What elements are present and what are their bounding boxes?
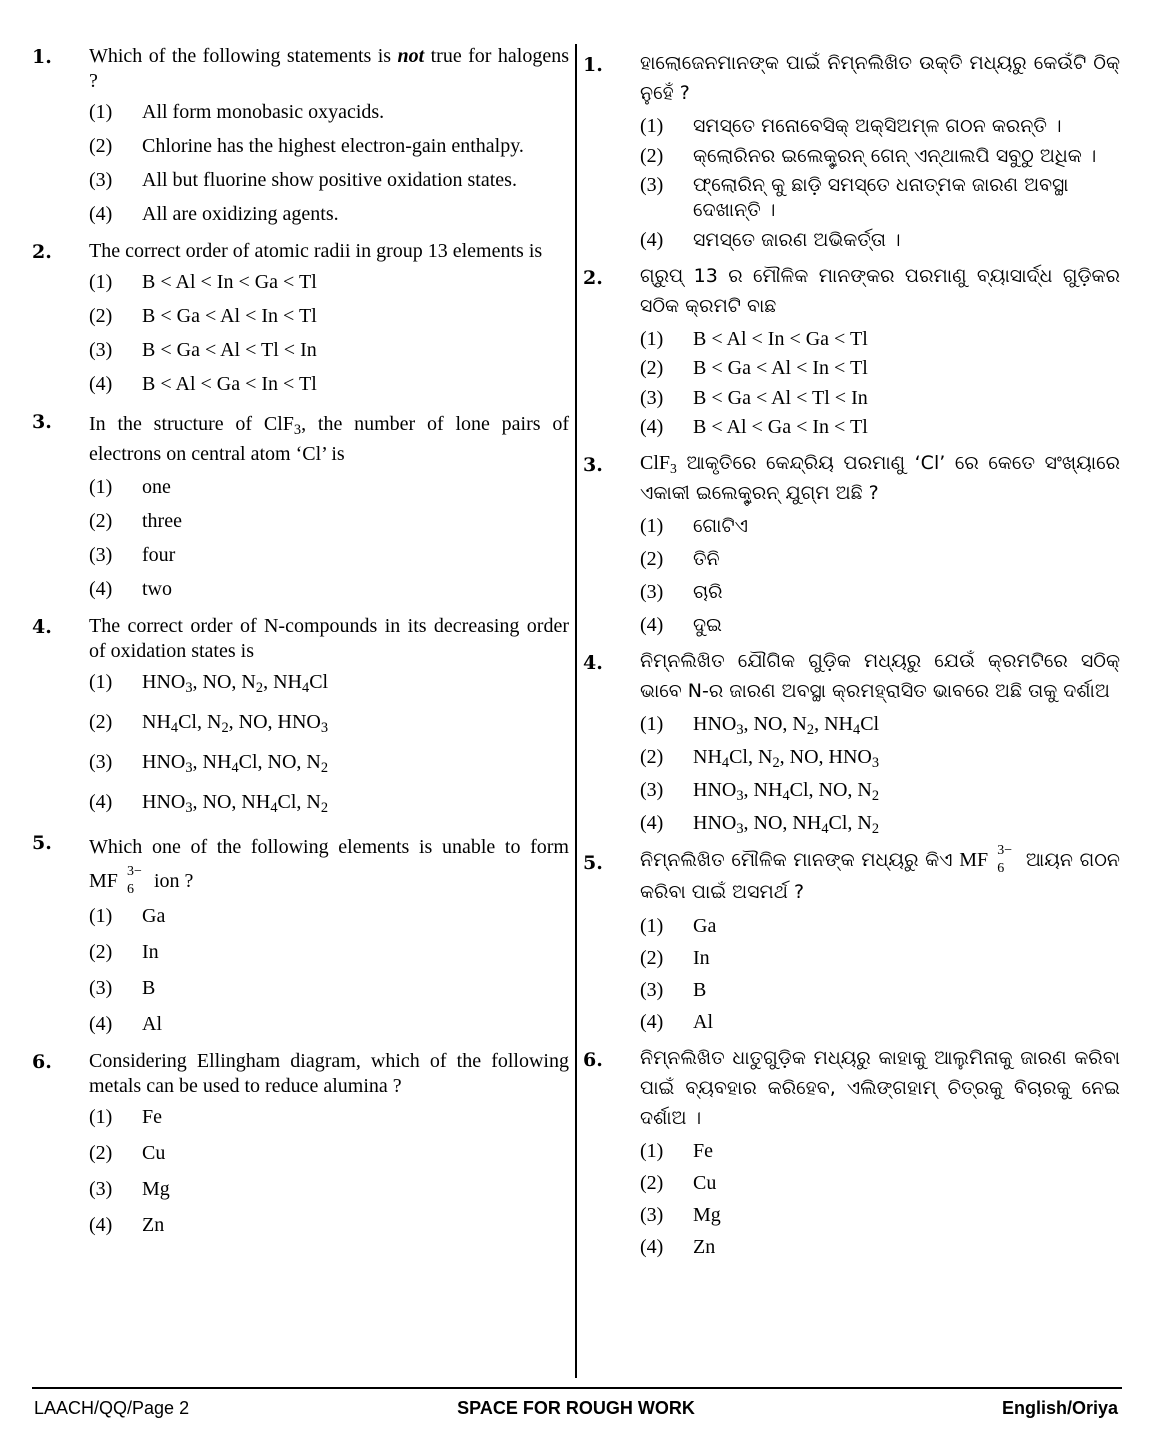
question-5-or xyxy=(583,844,1120,1035)
option: (2) B < Ga < Al < In < Tl xyxy=(89,305,317,327)
option: (3) $HNO_3$, $NH_4Cl$, NO, $N_2$ xyxy=(640,779,880,805)
question-3-or xyxy=(583,448,1120,638)
option: (3) All but fluorine show positive oxidation states. xyxy=(89,169,517,191)
options-list xyxy=(89,670,569,815)
options-list xyxy=(89,475,569,602)
option: (4) All are oxidizing agents. xyxy=(89,203,339,225)
question-text: Which of the following statements is not true for halogens ? xyxy=(89,45,569,92)
ion-formula: MF 3− 6 xyxy=(959,843,1013,876)
option: (1) $HNO_3$, NO, $N_2$, $NH_4Cl$ xyxy=(89,671,329,697)
options-list xyxy=(640,712,1120,836)
option: (4) ଦୁଇ xyxy=(640,614,722,636)
option: (3) Mg xyxy=(640,1204,721,1226)
option: (1) ସମସ୍ତେ ମନୋବେସିକ୍ ଅକ୍ସିଅମ୍ଳ ଗଠନ କରନ୍ତି । xyxy=(640,115,1062,137)
option: (2) ତିନି xyxy=(640,548,720,570)
question-2-en xyxy=(32,239,569,397)
option: (4) $HNO_3$, NO, $NH_4Cl$, $N_2$ xyxy=(640,812,880,838)
options-list xyxy=(640,327,1120,441)
question-text: The correct order of atomic radii in group 13 elements is xyxy=(89,240,543,262)
option: (3) Mg xyxy=(89,1178,170,1200)
options-list xyxy=(89,904,569,1037)
question-text: ହାଲୋଜେନମାନଙ୍କ ପାଇଁ ନିମ୍ନଲିଖିତ ଉକ୍ତି ମଧ୍ୟରୁ କେଉଁଟି ଠିକ୍ ନୁହେଁ ? xyxy=(640,52,1120,104)
option: (2) $NH_4Cl$, $N_2$, NO, $HNO_3$ xyxy=(89,711,329,737)
option: (2) କ୍ଲୋରିନର ଇଲେକ୍ଟ୍ରନ୍ ଗେନ୍ ଏନ୍‌ଥାଲପି ସବୁଠୁ ଅଧିକ । xyxy=(640,144,1097,167)
question-number: 5. xyxy=(32,832,52,854)
question-5-en xyxy=(32,830,569,1037)
options-list xyxy=(640,514,1120,638)
question-text: In the structure of ClF$_3$, the number of lone pairs of electrons on central atom ‘Cl’ is xyxy=(89,413,569,465)
options-list xyxy=(89,1105,569,1238)
question-text: ନିମ୍ନଲିଖିତ ମୌଳିକ ମାନଙ୍କ ମଧ୍ୟରୁ କିଏ MF 3− 6 ଆୟନ ଗଠନ କରିବା ପାଇଁ ଅସମର୍ଥ ? xyxy=(640,843,1121,903)
question-text: ClF$_3$ ଆକୃତିରେ କେନ୍ଦ୍ରିୟ ପରମାଣୁ ‘Cl’ ରେ କେତେ ସଂଖ୍ୟାରେ ଏକାକୀ ଇଲେକ୍ଟ୍ରନ୍ ଯୁଗ୍ମ ଅଛି ? xyxy=(640,452,1120,504)
question-number: 1. xyxy=(32,46,52,68)
option: (2) three xyxy=(89,510,182,532)
question-2-or xyxy=(583,261,1120,441)
options-list xyxy=(640,1139,1120,1260)
option: (2) Chlorine has the highest electron-gain enthalpy. xyxy=(89,135,524,157)
option: (1) $HNO_3$, NO, $N_2$, $NH_4Cl$ xyxy=(640,713,880,739)
option: (3) ଫ୍ଲୋରିନ୍ କୁ ଛାଡ଼ି ସମସ୍ତେ ଧନାତ୍ମକ ଜାରଣ ଅବସ୍ଥା ଦେଖାନ୍ତି । xyxy=(640,174,1069,221)
question-text: ଗ୍ରୁପ୍ 13 ର ମୌଳିକ ମାନଙ୍କର ପରମାଣୁ ବ୍ୟାସାର୍ଦ୍ଧ ଗୁଡ଼ିକର ସଠିକ କ୍ରମଟି ବାଛ xyxy=(640,264,1120,317)
option: (4) Zn xyxy=(89,1214,165,1236)
option: (3) B xyxy=(640,979,707,1001)
question-6-en xyxy=(32,1049,569,1238)
option: (4) B < Al < Ga < In < Tl xyxy=(89,373,317,395)
option: (1) All form monobasic oxyacids. xyxy=(89,101,385,123)
option: (3) B < Ga < Al < Tl < In xyxy=(640,386,868,409)
question-number: 6. xyxy=(583,1049,603,1071)
question-number: 4. xyxy=(32,616,52,638)
question-text: ନିମ୍ନଲିଖିତ ଯୌଗିକ ଗୁଡ଼ିକ ମଧ୍ୟରୁ ଯେଉଁ କ୍ରମଟିରେ ସଠିକ୍ ଭାବେ N-ର ଜାରଣ ଅବସ୍ଥା କ୍ରମହ୍ରାସିତ ଭାବରେ ଅଛି ତାକୁ ଦର୍ଶାଅ xyxy=(640,650,1120,702)
option: (4) Al xyxy=(89,1013,162,1035)
column-divider xyxy=(575,44,577,1378)
option: (1) one xyxy=(89,476,171,498)
option: (1) Ga xyxy=(640,915,717,937)
question-number: 6. xyxy=(32,1051,52,1073)
option: (1) B < Al < In < Ga < Tl xyxy=(640,327,868,350)
question-text: Considering Ellingham diagram, which of the following metals can be used to reduce alumina ? xyxy=(89,1050,569,1097)
option: (4) Zn xyxy=(640,1236,716,1258)
question-number: 3. xyxy=(583,454,603,476)
question-1-en xyxy=(32,44,569,227)
option: (2) Cu xyxy=(89,1142,166,1164)
page-code: LAACH/QQ/Page 2 xyxy=(34,1398,190,1418)
question-4-or xyxy=(583,646,1120,836)
question-number: 4. xyxy=(583,652,603,674)
option: (1) B < Al < In < Ga < Tl xyxy=(89,271,317,293)
question-1-or xyxy=(583,48,1120,253)
options-list xyxy=(640,914,1120,1035)
option: (1) Fe xyxy=(89,1106,162,1128)
option: (2) $NH_4Cl$, $N_2$, NO, $HNO_3$ xyxy=(640,746,880,772)
option: (4) Al xyxy=(640,1011,713,1033)
rough-work-label: SPACE FOR ROUGH WORK xyxy=(457,1398,695,1418)
ion-formula: MF 3− 6 xyxy=(89,864,142,897)
options-list xyxy=(89,270,569,397)
question-number: 2. xyxy=(583,266,603,289)
question-6-or xyxy=(583,1043,1120,1260)
option: (3) B < Ga < Al < Tl < In xyxy=(89,339,317,361)
question-number: 3. xyxy=(32,411,52,433)
option: (4) $HNO_3$, NO, $NH_4Cl$, $N_2$ xyxy=(89,791,329,817)
options-list xyxy=(640,114,1120,253)
option: (4) ସମସ୍ତେ ଜାରଣ ଅଭିକର୍ତ୍ତା । xyxy=(640,228,901,251)
option: (1) Ga xyxy=(89,905,166,927)
oriya-column xyxy=(583,48,1120,1267)
option: (1) Fe xyxy=(640,1140,713,1162)
question-3-en xyxy=(32,409,569,602)
question-number: 5. xyxy=(583,852,603,874)
option: (3) ଚାରି xyxy=(640,581,723,603)
language-label: English/Oriya xyxy=(1001,1398,1118,1418)
question-text: The correct order of N-compounds in its decreasing order of oxidation states is xyxy=(89,615,569,662)
option: (2) Cu xyxy=(640,1172,717,1194)
question-4-en xyxy=(32,614,569,815)
option: (2) In xyxy=(89,941,159,963)
options-list xyxy=(89,100,569,227)
option: (3) $HNO_3$, $NH_4Cl$, NO, $N_2$ xyxy=(89,751,329,777)
question-number: 1. xyxy=(583,54,603,76)
question-text: ନିମ୍ନଲିଖିତ ଧାତୁଗୁଡ଼ିକ ମଧ୍ୟରୁ କାହାକୁ ଆଲୁମିନାକୁ ଜାରଣ କରିବା ପାଇଁ ବ୍ୟବହାର କରିହେବ, ଏଲିଙ୍ଗହାମ୍ ଚିତ୍ରକୁ ବିଚାରକୁ ନେଇ ଦର୍ଶାଅ । xyxy=(640,1047,1120,1129)
english-column xyxy=(32,44,569,1249)
option: (1) ଗୋଟିଏ xyxy=(640,515,748,537)
option: (2) B < Ga < Al < In < Tl xyxy=(640,357,868,379)
option: (2) In xyxy=(640,947,710,969)
option: (4) B < Al < Ga < In < Tl xyxy=(640,416,868,438)
emphasis-not: not xyxy=(397,45,425,67)
question-text: Which one of the following elements is unable to form MF 3− 6 ion ? xyxy=(89,836,569,897)
footer-rule xyxy=(32,1387,1122,1389)
question-number: 2. xyxy=(32,241,52,263)
option: (3) four xyxy=(89,544,176,566)
option: (3) B xyxy=(89,977,156,999)
option: (4) two xyxy=(89,578,172,600)
